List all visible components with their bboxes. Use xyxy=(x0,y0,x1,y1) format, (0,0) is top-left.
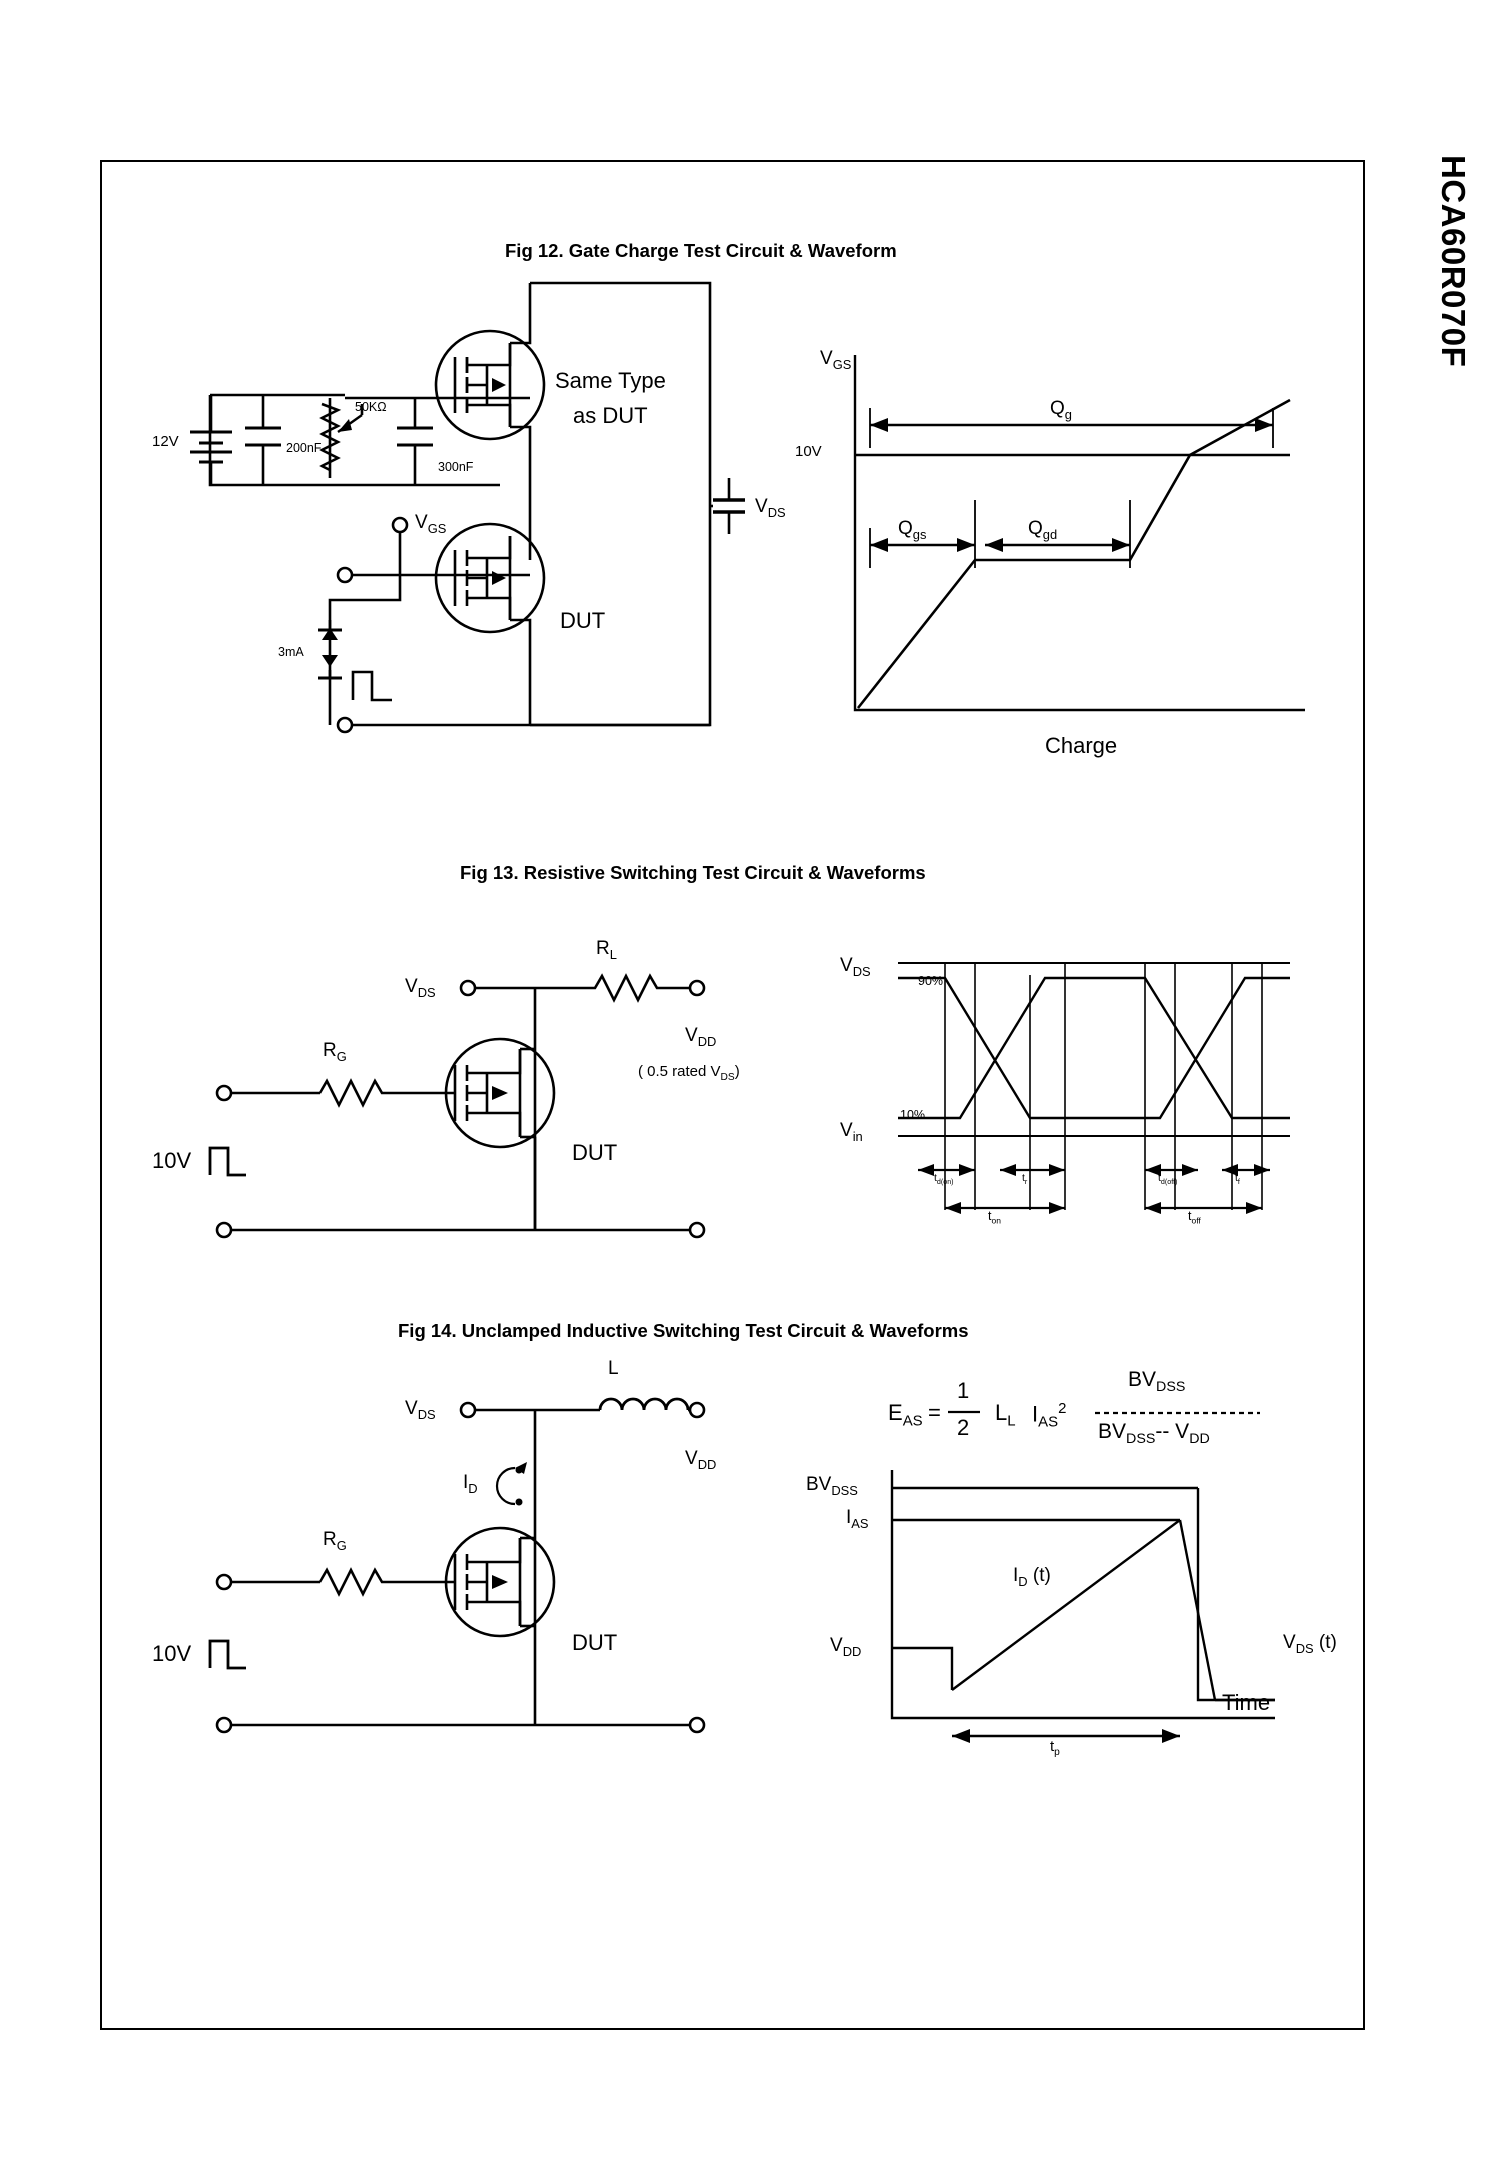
fig14-vds-label: $V_{DS}$ xyxy=(405,1398,436,1422)
fig14-frac-bottom: $BV_{DSS}--$ $V_{DD}$ xyxy=(1098,1420,1210,1448)
fig13-title: Fig 13. Resistive Switching Test Circuit & Waveforms xyxy=(460,862,926,883)
fig14-frac-den: 2 xyxy=(957,1415,970,1440)
fig14-id-label: $I_D$ xyxy=(463,1472,478,1496)
fig14-vdd-label: $V_{DD}$ xyxy=(685,1448,717,1472)
fig14-l-label: L xyxy=(608,1358,619,1379)
fig13-pulse-label: 10V xyxy=(152,1148,192,1173)
fig14-eas-label: $E_{AS}$ xyxy=(888,1400,923,1430)
fig12-supply-label: 12V xyxy=(152,433,179,450)
fig13-tf-label: $t_f$ xyxy=(1235,1172,1240,1187)
fig13-vdd-label: $V_{DD}$ xyxy=(685,1025,717,1049)
fig13-wave-vin-label: $V_{in}$ xyxy=(840,1120,863,1144)
fig14-frac-num: 1 xyxy=(957,1378,970,1403)
fig12-charge-label: Charge xyxy=(1045,733,1118,758)
fig14-dut-label: DUT xyxy=(572,1630,618,1655)
fig12-cap1-label: 200nF xyxy=(286,441,322,455)
fig14-tp-label: $t_p$ xyxy=(1050,1738,1060,1758)
fig12-10v-label: 10V xyxy=(795,443,822,460)
fig14-rg-label: $R_G$ xyxy=(323,1529,347,1553)
fig13-10pct-label: 10% xyxy=(900,1108,926,1122)
fig12-qg-label: $Q_g$ xyxy=(1050,398,1072,422)
fig14-ias-wave-label: $I_{AS}$ xyxy=(846,1507,869,1531)
fig13-rl-label: $R_L$ xyxy=(596,938,617,962)
fig14-title: Fig 14. Unclamped Inductive Switching Test Circuit & Waveforms xyxy=(398,1320,969,1341)
fig14-time-label: Time xyxy=(1222,1690,1271,1715)
fig12-sametype-line2: as DUT xyxy=(573,403,648,428)
fig14-vdd-wave-label: $V_{DD}$ xyxy=(830,1635,862,1659)
fig14-id-wave-label: $I_D$ (t) xyxy=(1013,1565,1051,1589)
fig13-tdon-label: $t_{d(on)}$ xyxy=(934,1172,954,1187)
fig13-tr-label: $t_r$ xyxy=(1022,1172,1028,1187)
fig14-ias-label: $I_{AS}^2$ xyxy=(1032,1400,1067,1431)
fig12-qgs-label: $Q_{gs}$ xyxy=(898,518,927,542)
fig12-vgs-label: $V_{GS}$ xyxy=(415,512,447,536)
fig12-sametype-line1: Same Type xyxy=(555,368,666,393)
fig14-pulse-label: 10V xyxy=(152,1641,192,1666)
fig13-rg-label: $R_G$ xyxy=(323,1040,347,1064)
fig13-wave-vds-label: $V_{DS}$ xyxy=(840,955,871,979)
part-number-side-title: HCA60R070F xyxy=(1435,155,1472,368)
fig12-wave-vgs-label: $V_{GS}$ xyxy=(820,348,852,372)
fig13-vds-label: $V_{DS}$ xyxy=(405,976,436,1000)
fig12-pot-label: 50KΩ xyxy=(355,400,387,414)
fig13-ton-label: $t_{on}$ xyxy=(988,1209,1001,1226)
fig12-dut-label: DUT xyxy=(560,608,606,633)
fig14-ll-label: $L_L$ xyxy=(995,1400,1016,1430)
fig14-vds-wave-label: $V_{DS}$ (t) xyxy=(1283,1632,1337,1656)
fig13-dut-label: DUT xyxy=(572,1140,618,1165)
fig13-rating-label: ( 0.5 rated $V_{DS}$) xyxy=(638,1063,740,1083)
fig14-bvdss-label: $BV_{DSS}$ xyxy=(806,1474,858,1498)
fig14-equals: = xyxy=(928,1400,941,1425)
fig12-title: Fig 12. Gate Charge Test Circuit & Waveform xyxy=(505,240,897,261)
fig12-vds-label: $V_{DS}$ xyxy=(755,496,786,520)
fig12-current-label: 3mA xyxy=(278,645,304,659)
fig13-90pct-label: 90% xyxy=(918,974,944,988)
fig13-toff-label: $t_{off}$ xyxy=(1188,1209,1201,1226)
fig12-cap2-label: 300nF xyxy=(438,460,474,474)
fig14-frac-top: $BV_{DSS}$ xyxy=(1128,1368,1186,1396)
fig12-qgd-label: $Q_{gd}$ xyxy=(1028,518,1058,542)
fig13-tdoff-label: $t_{d(off)}$ xyxy=(1158,1172,1178,1187)
